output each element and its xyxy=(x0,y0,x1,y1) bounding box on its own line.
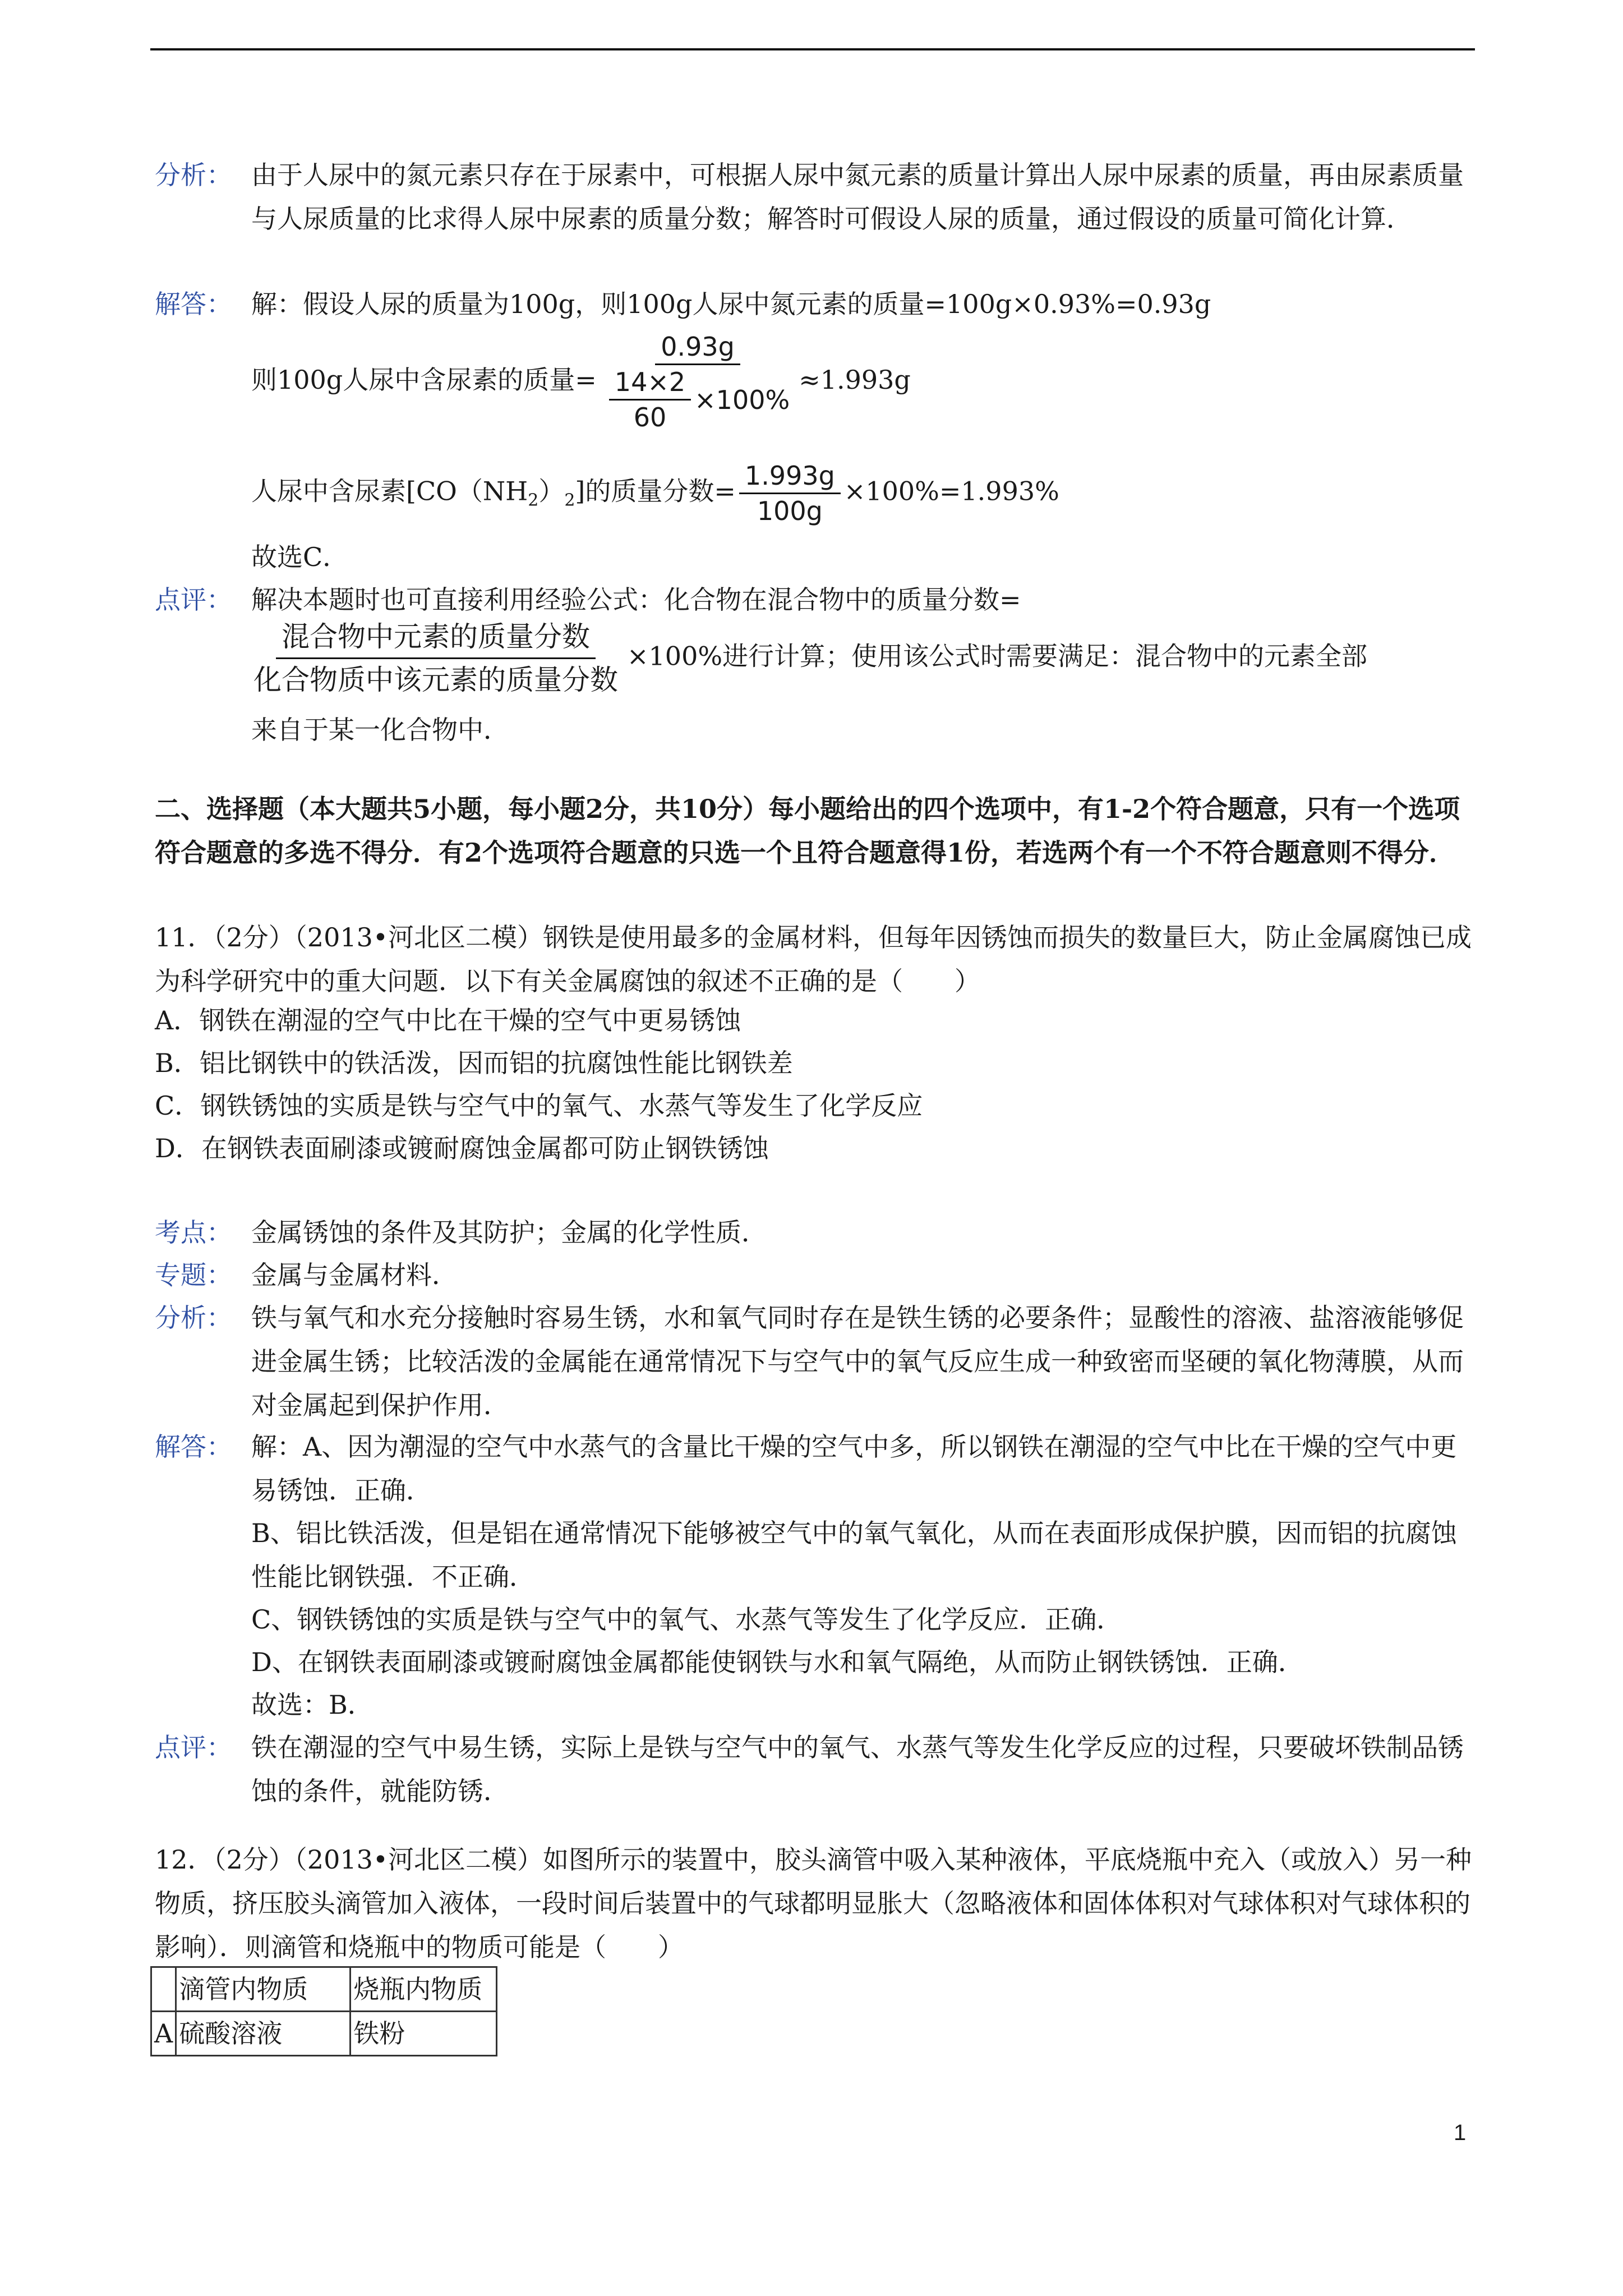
solution-label: 解答： xyxy=(155,289,232,319)
inner-denominator: 60 xyxy=(633,402,667,432)
fraction-denominator: 100g xyxy=(757,496,823,526)
substance-table xyxy=(150,1966,497,2056)
comment-label: 点评： xyxy=(155,585,232,615)
fraction-numerator: 混合物中元素的质量分数 xyxy=(276,616,596,659)
fraction-numerator: 1.993g xyxy=(739,459,841,494)
comment-label: 点评： xyxy=(155,1732,232,1763)
analysis-text: 铁与氧气和水充分接触时容易生锈，水和氧气同时存在是铁生锈的必要条件；显酸性的溶液、盐溶液能够促进金属生锈；比较活泼的金属能在通常情况下与空气中的氧气反应生成一种致密而坚硬的氧化物薄膜，从而对金属起到保护作用． xyxy=(251,1303,1464,1420)
solution-c: C、钢铁锈蚀的实质是铁与空气中的氧气、水蒸气等发生了化学反应．正确． xyxy=(251,1604,1123,1635)
solution-end: 故选：B． xyxy=(251,1690,374,1720)
formula-prefix: 则100g人尿中含尿素的质量= xyxy=(251,365,597,395)
urea-fraction-formula xyxy=(251,459,1059,528)
question-12-stem: 12．（2分）（2013•河北区二模）如图所示的装置中，胶头滴管中吸入某种液体，平底烧瓶中充入（或放入）另一种物质，挤压胶头滴管加入液体，一段时间后装置中的气球都明显胀大（忽略液体和固体体积对气球体积对气球体积的影响）．则滴管和烧瓶中的物质可能是（ ） xyxy=(155,1844,1472,1962)
zhuanti-label: 专题： xyxy=(155,1260,232,1290)
solution-line-1: 解：假设人尿的质量为100g，则100g人尿中氮元素的质量=100g×0.93%=0.93g xyxy=(251,289,1211,319)
table-header-cell: 烧瓶内物质 xyxy=(351,1967,497,2012)
formula-text: 人尿中含尿素[CO（NH xyxy=(251,476,528,507)
comment-line-2: ×100%进行计算；使用该公式时需要满足：混合物中的元素全部 xyxy=(627,641,1368,671)
fraction xyxy=(248,616,624,701)
zhuanti-text: 金属与金属材料． xyxy=(251,1260,458,1290)
fraction-denominator xyxy=(600,365,795,434)
option-c: C．钢铁锈蚀的实质是铁与空气中的氧气、水蒸气等发生了化学反应 xyxy=(155,1091,923,1121)
table-header-row xyxy=(151,1967,497,2012)
comment-line-3: 来自于某一化合物中． xyxy=(251,715,509,745)
subscript: 2 xyxy=(528,490,539,510)
comment-formula xyxy=(245,616,1367,701)
formula-suffix: ×100%=1.993% xyxy=(843,476,1059,507)
fraction-numerator: 0.93g xyxy=(655,330,740,365)
option-b: B．铝比钢铁中的铁活泼，因而铝的抗腐蚀性能比钢铁差 xyxy=(155,1048,793,1078)
formula-text: ]的质量分数= xyxy=(575,476,736,507)
subscript: 2 xyxy=(564,490,575,510)
fraction xyxy=(739,459,841,528)
fraction xyxy=(600,330,795,434)
solution-choice: 故选C． xyxy=(251,542,349,572)
table-header-cell xyxy=(151,1967,176,2012)
inner-tail: ×100% xyxy=(694,384,790,415)
solution-label: 解答： xyxy=(155,1432,232,1462)
analysis-text: 由于人尿中的氮元素只存在于尿素中，可根据人尿中氮元素的质量计算出人尿中尿素的质量，再由尿素质量与人尿质量的比求得人尿中尿素的质量分数；解答时可假设人尿的质量，通过假设的质量可简化计算． xyxy=(251,160,1464,234)
formula-text: ） xyxy=(538,476,565,507)
urea-mass-formula xyxy=(251,330,911,434)
table-header-cell: 滴管内物质 xyxy=(176,1967,351,2012)
table-row xyxy=(151,2012,497,2056)
inner-fraction xyxy=(609,365,691,434)
formula-suffix: ≈1.993g xyxy=(799,365,911,395)
kaodian-label: 考点： xyxy=(155,1217,232,1248)
analysis-label: 分析： xyxy=(155,1303,232,1333)
option-a: A．钢铁在潮湿的空气中比在干燥的空气中更易锈蚀 xyxy=(155,1005,741,1036)
comment-line-1: 解决本题时也可直接利用经验公式：化合物在混合物中的质量分数= xyxy=(251,585,1021,615)
table-cell: A xyxy=(151,2012,176,2056)
question-11-stem: 11．（2分）（2013•河北区二模）钢铁是使用最多的金属材料，但每年因锈蚀而损失的数量巨大，防止金属腐蚀已成为科学研究中的重大问题．以下有关金属腐蚀的叙述不正确的是（ ） xyxy=(155,922,1472,996)
page-number: 1 xyxy=(1454,2120,1467,2145)
section-heading: 二、选择题（本大题共5小题，每小题2分，共10分）每小题给出的四个选项中，有1-2个符合题意，只有一个选项符合题意的多选不得分．有2个选项符合题意的只选一个且符合题意得1份，若选两个有一个不符合题意则不得分． xyxy=(155,794,1460,868)
comment-text: 铁在潮湿的空气中易生锈，实际上是铁与空气中的氧气、水蒸气等发生化学反应的过程，只要破坏铁制品锈蚀的条件，就能防锈． xyxy=(251,1732,1464,1806)
solution-b: B、铝比铁活泼，但是铝在通常情况下能够被空气中的氧气氧化，从而在表面形成保护膜，因而铝的抗腐蚀性能比钢铁强．不正确． xyxy=(251,1518,1457,1592)
fraction-denominator: 化合物质中该元素的质量分数 xyxy=(253,664,618,696)
table-cell: 铁粉 xyxy=(351,2012,497,2056)
analysis-label: 分析： xyxy=(155,160,232,190)
inner-numerator: 14×2 xyxy=(609,365,691,401)
solution-a: 解：A、因为潮湿的空气中水蒸气的含量比干燥的空气中多，所以钢铁在潮湿的空气中比在干燥的空气中更易锈蚀．正确． xyxy=(251,1432,1457,1506)
table-cell: 硫酸溶液 xyxy=(176,2012,351,2056)
solution-d: D、在钢铁表面刷漆或镀耐腐蚀金属都能使钢铁与水和氧气隔绝，从而防止钢铁锈蚀．正确． xyxy=(251,1647,1304,1677)
kaodian-text: 金属锈蚀的条件及其防护；金属的化学性质． xyxy=(251,1217,767,1248)
option-d: D．在钢铁表面刷漆或镀耐腐蚀金属都可防止钢铁锈蚀 xyxy=(155,1133,769,1163)
header-rule xyxy=(150,48,1475,50)
